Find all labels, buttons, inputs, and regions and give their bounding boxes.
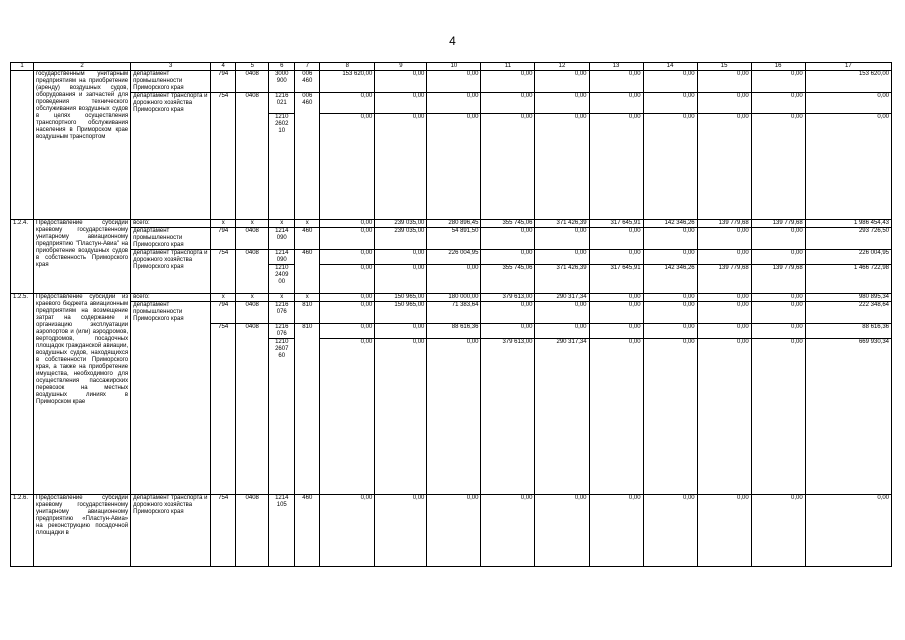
code-cell: 1210 2409 00 bbox=[269, 265, 295, 294]
value-cell: 0,00 bbox=[751, 324, 805, 339]
value-cell: 0,00 bbox=[427, 339, 481, 495]
value-cell: 0,00 bbox=[643, 302, 697, 324]
code-cell: 0408 bbox=[236, 250, 269, 294]
value-cell: 1 466 722,98 bbox=[805, 265, 891, 294]
column-header: 15 bbox=[697, 63, 751, 71]
value-cell: 0,00 bbox=[589, 495, 643, 567]
value-cell: 0,00 bbox=[751, 302, 805, 324]
code-cell: 460 bbox=[295, 250, 320, 294]
code-cell: x bbox=[269, 220, 295, 228]
value-cell: 88 616,36 bbox=[805, 324, 891, 339]
value-cell: 0,00 bbox=[643, 294, 697, 302]
value-cell: 0,00 bbox=[481, 495, 535, 567]
value-cell: 0,00 bbox=[643, 93, 697, 114]
code-cell: 810 bbox=[295, 302, 320, 324]
value-cell: 150 965,00 bbox=[375, 294, 427, 302]
code-cell: x bbox=[269, 294, 295, 302]
item-number-cell bbox=[11, 71, 34, 220]
code-cell: 754 bbox=[211, 495, 236, 567]
code-cell: 0408 bbox=[236, 71, 269, 93]
value-cell: 0,00 bbox=[751, 294, 805, 302]
value-cell: 0,00 bbox=[320, 114, 375, 220]
table-row bbox=[11, 220, 892, 228]
value-cell: 0,00 bbox=[481, 228, 535, 250]
value-cell: 379 613,00 bbox=[481, 294, 535, 302]
value-cell: 290 317,34 bbox=[535, 339, 589, 495]
value-cell: 0,00 bbox=[320, 339, 375, 495]
value-cell: 54 891,50 bbox=[427, 228, 481, 250]
code-cell: 754 bbox=[211, 93, 236, 220]
value-cell: 239 035,00 bbox=[375, 228, 427, 250]
value-cell: 139 779,68 bbox=[697, 265, 751, 294]
value-cell: 0,00 bbox=[697, 294, 751, 302]
value-cell: 139 779,68 bbox=[751, 220, 805, 228]
table-row bbox=[11, 93, 892, 114]
value-cell: 0,00 bbox=[751, 250, 805, 265]
item-number-cell: 1.2.4. bbox=[11, 220, 34, 294]
value-cell: 0,00 bbox=[535, 302, 589, 324]
code-cell: 1216 021 bbox=[269, 93, 295, 114]
item-number-cell: 1.2.6. bbox=[11, 495, 34, 567]
value-cell: 153 620,00 bbox=[805, 71, 891, 93]
value-cell: 0,00 bbox=[535, 250, 589, 265]
executor-cell: департамент промышленности Приморского края bbox=[131, 302, 211, 495]
executor-cell: всего: bbox=[131, 294, 211, 302]
value-cell: 0,00 bbox=[375, 71, 427, 93]
value-cell: 226 004,95 bbox=[805, 250, 891, 265]
value-cell: 0,00 bbox=[427, 495, 481, 567]
value-cell: 0,00 bbox=[481, 324, 535, 339]
value-cell: 0,00 bbox=[589, 114, 643, 220]
value-cell: 0,00 bbox=[481, 250, 535, 265]
value-cell: 317 645,91 bbox=[589, 220, 643, 228]
value-cell: 180 000,00 bbox=[427, 294, 481, 302]
code-cell: x bbox=[236, 220, 269, 228]
value-cell: 0,00 bbox=[751, 228, 805, 250]
value-cell: 371 426,39 bbox=[535, 220, 589, 228]
value-cell: 1 986 454,43 bbox=[805, 220, 891, 228]
code-cell: 460 bbox=[295, 495, 320, 567]
value-cell: 980 895,34 bbox=[805, 294, 891, 302]
column-header: 11 bbox=[481, 63, 535, 71]
value-cell: 0,00 bbox=[320, 93, 375, 114]
executor-cell: департамент транспорта и дорожного хозяйства Приморского края bbox=[131, 250, 211, 294]
code-cell: 1216 076 bbox=[269, 324, 295, 339]
value-cell: 0,00 bbox=[535, 114, 589, 220]
table-row bbox=[11, 250, 892, 265]
value-cell: 0,00 bbox=[805, 93, 891, 114]
value-cell: 0,00 bbox=[375, 265, 427, 294]
value-cell: 0,00 bbox=[375, 339, 427, 495]
value-cell: 290 317,34 bbox=[535, 294, 589, 302]
value-cell: 0,00 bbox=[535, 71, 589, 93]
item-description: Предоставление субсидии из краевого бюджета авиационным предприятиям на возмещение затрат на содержание и организацию эксплуатации аэропортов и (или) аэродромов, вертодромов, посадочных площадок гражданской авиации, воздушных судов, находящихся в собственности Приморского края, а также на приобретение имущества, необходимого для осуществления пассажирских перевозок на местных воздушных линиях в Приморском крае bbox=[34, 294, 131, 495]
value-cell: 0,00 bbox=[535, 93, 589, 114]
value-cell: 0,00 bbox=[697, 93, 751, 114]
value-cell: 0,00 bbox=[589, 93, 643, 114]
value-cell: 0,00 bbox=[697, 250, 751, 265]
code-cell: 794 bbox=[211, 302, 236, 324]
value-cell: 0,00 bbox=[375, 495, 427, 567]
value-cell: 0,00 bbox=[589, 302, 643, 324]
column-header: 12 bbox=[535, 63, 589, 71]
value-cell: 0,00 bbox=[805, 495, 891, 567]
value-cell: 0,00 bbox=[643, 114, 697, 220]
value-cell: 0,00 bbox=[589, 294, 643, 302]
value-cell: 0,00 bbox=[751, 339, 805, 495]
value-cell: 0,00 bbox=[320, 495, 375, 567]
code-cell: 1214 105 bbox=[269, 495, 295, 567]
value-cell: 0,00 bbox=[697, 302, 751, 324]
value-cell: 0,00 bbox=[375, 250, 427, 265]
value-cell: 0,00 bbox=[535, 228, 589, 250]
value-cell: 0,00 bbox=[697, 339, 751, 495]
column-header: 7 bbox=[295, 63, 320, 71]
value-cell: 0,00 bbox=[643, 228, 697, 250]
value-cell: 0,00 bbox=[643, 250, 697, 265]
column-header: 10 bbox=[427, 63, 481, 71]
value-cell: 0,00 bbox=[320, 220, 375, 228]
column-header: 9 bbox=[375, 63, 427, 71]
value-cell: 0,00 bbox=[375, 114, 427, 220]
code-cell: x bbox=[295, 294, 320, 302]
value-cell: 0,00 bbox=[320, 228, 375, 250]
value-cell: 142 346,26 bbox=[643, 265, 697, 294]
value-cell: 153 620,00 bbox=[320, 71, 375, 93]
column-header: 13 bbox=[589, 63, 643, 71]
code-cell: 1210 2602 10 bbox=[269, 114, 295, 220]
table-row bbox=[11, 495, 892, 567]
value-cell: 239 035,00 bbox=[375, 220, 427, 228]
value-cell: 293 726,50 bbox=[805, 228, 891, 250]
value-cell: 226 004,95 bbox=[427, 250, 481, 265]
code-cell: 810 bbox=[295, 324, 320, 495]
table-row bbox=[11, 302, 892, 324]
code-cell: 1216 076 bbox=[269, 302, 295, 324]
value-cell: 0,00 bbox=[697, 114, 751, 220]
value-cell: 0,00 bbox=[375, 324, 427, 339]
column-header: 4 bbox=[211, 63, 236, 71]
value-cell: 0,00 bbox=[320, 302, 375, 324]
code-cell: x bbox=[236, 294, 269, 302]
value-cell: 0,00 bbox=[751, 114, 805, 220]
value-cell: 0,00 bbox=[427, 93, 481, 114]
code-cell: 754 bbox=[211, 250, 236, 294]
value-cell: 0,00 bbox=[589, 339, 643, 495]
code-cell: 006 460 bbox=[295, 71, 320, 93]
value-cell: 0,00 bbox=[697, 71, 751, 93]
code-cell: 1214 090 bbox=[269, 250, 295, 265]
value-cell: 0,00 bbox=[751, 495, 805, 567]
table-row bbox=[11, 294, 892, 302]
value-cell: 0,00 bbox=[589, 324, 643, 339]
value-cell: 150 965,00 bbox=[375, 302, 427, 324]
column-header: 1 bbox=[11, 63, 34, 71]
value-cell: 0,00 bbox=[320, 324, 375, 339]
value-cell: 0,00 bbox=[481, 114, 535, 220]
value-cell: 0,00 bbox=[643, 495, 697, 567]
value-cell: 0,00 bbox=[320, 265, 375, 294]
value-cell: 0,00 bbox=[481, 302, 535, 324]
value-cell: 0,00 bbox=[751, 93, 805, 114]
value-cell: 0,00 bbox=[589, 228, 643, 250]
value-cell: 669 930,34 bbox=[805, 339, 891, 495]
executor-cell: всего: bbox=[131, 220, 211, 228]
value-cell: 355 745,06 bbox=[481, 220, 535, 228]
column-number-row bbox=[11, 63, 892, 71]
column-header: 8 bbox=[320, 63, 375, 71]
value-cell: 0,00 bbox=[481, 71, 535, 93]
code-cell: x bbox=[211, 220, 236, 228]
value-cell: 379 613,00 bbox=[481, 339, 535, 495]
column-header: 2 bbox=[34, 63, 131, 71]
value-cell: 0,00 bbox=[427, 114, 481, 220]
table-row bbox=[11, 228, 892, 250]
value-cell: 0,00 bbox=[427, 71, 481, 93]
column-header: 17 bbox=[805, 63, 891, 71]
value-cell: 0,00 bbox=[805, 114, 891, 220]
value-cell: 222 348,64 bbox=[805, 302, 891, 324]
value-cell: 0,00 bbox=[751, 71, 805, 93]
code-cell: 0408 bbox=[236, 302, 269, 324]
item-description: Предоставление субсидии краевому государственному унитарному авиационному предприятию "Пластун-Авиа" на приобретение воздушных судов в собственность Приморского края bbox=[34, 220, 131, 294]
page-number: 4 bbox=[449, 34, 456, 48]
item-description: государственным унитарным предприятиям на приобретение (аренду) воздушных судов, оборудования и запчастей для проведения технического обслуживания воздушных судов в целях осуществления транспортного обслуживания населения в Приморском крае воздушным транспортом bbox=[34, 71, 131, 220]
column-header: 5 bbox=[236, 63, 269, 71]
code-cell: 006 460 bbox=[295, 93, 320, 220]
code-cell: 0408 bbox=[236, 324, 269, 495]
executor-cell: департамент промышленности Приморского края bbox=[131, 71, 211, 93]
code-cell: 794 bbox=[211, 71, 236, 93]
code-cell: 0408 bbox=[236, 93, 269, 220]
code-cell: x bbox=[295, 220, 320, 228]
code-cell: 1210 2607 60 bbox=[269, 339, 295, 495]
value-cell: 0,00 bbox=[320, 294, 375, 302]
executor-cell: департамент транспорта и дорожного хозяйства Приморского края bbox=[131, 495, 211, 567]
code-cell: 0408 bbox=[236, 228, 269, 250]
value-cell: 0,00 bbox=[697, 228, 751, 250]
code-cell: x bbox=[211, 294, 236, 302]
value-cell: 71 383,64 bbox=[427, 302, 481, 324]
value-cell: 142 346,26 bbox=[643, 220, 697, 228]
value-cell: 0,00 bbox=[589, 71, 643, 93]
code-cell: 1214 090 bbox=[269, 228, 295, 250]
value-cell: 355 745,06 bbox=[481, 265, 535, 294]
item-number-cell: 1.2.5. bbox=[11, 294, 34, 495]
value-cell: 0,00 bbox=[375, 93, 427, 114]
value-cell: 317 645,91 bbox=[589, 265, 643, 294]
value-cell: 0,00 bbox=[643, 339, 697, 495]
value-cell: 280 896,45 bbox=[427, 220, 481, 228]
value-cell: 0,00 bbox=[481, 93, 535, 114]
value-cell: 0,00 bbox=[535, 495, 589, 567]
value-cell: 0,00 bbox=[643, 324, 697, 339]
column-header: 14 bbox=[643, 63, 697, 71]
item-description: Предоставление субсидии краевому государственному унитарному авиационному предприятию «Пластун-Авиа» на реконструкцию посадочной площадки в bbox=[34, 495, 131, 567]
value-cell: 0,00 bbox=[535, 324, 589, 339]
value-cell: 139 779,68 bbox=[697, 220, 751, 228]
table-row bbox=[11, 71, 892, 93]
value-cell: 0,00 bbox=[697, 495, 751, 567]
executor-cell: департамент промышленности Приморского края bbox=[131, 228, 211, 250]
value-cell: 0,00 bbox=[427, 265, 481, 294]
executor-cell: департамент транспорта и дорожного хозяйства Приморского края bbox=[131, 93, 211, 220]
value-cell: 371 426,39 bbox=[535, 265, 589, 294]
program-table bbox=[10, 62, 892, 567]
column-header: 6 bbox=[269, 63, 295, 71]
code-cell: 0408 bbox=[236, 495, 269, 567]
column-header: 3 bbox=[131, 63, 211, 71]
column-header: 16 bbox=[751, 63, 805, 71]
value-cell: 0,00 bbox=[697, 324, 751, 339]
value-cell: 0,00 bbox=[589, 250, 643, 265]
value-cell: 0,00 bbox=[643, 71, 697, 93]
code-cell: 754 bbox=[211, 324, 236, 495]
value-cell: 0,00 bbox=[320, 250, 375, 265]
value-cell: 88 616,36 bbox=[427, 324, 481, 339]
code-cell: 794 bbox=[211, 228, 236, 250]
value-cell: 139 779,68 bbox=[751, 265, 805, 294]
code-cell: 3000 900 bbox=[269, 71, 295, 93]
code-cell: 460 bbox=[295, 228, 320, 250]
